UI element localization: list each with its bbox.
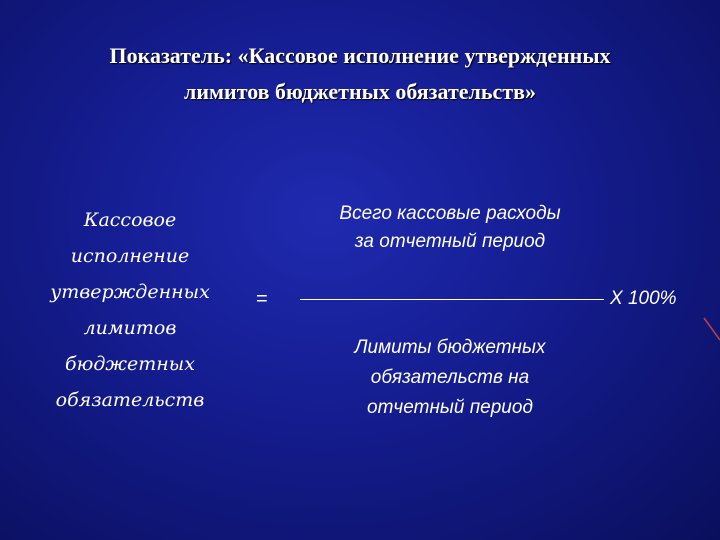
formula-numerator: Всего кассовые расходы за отчетный период xyxy=(339,203,561,252)
fraction-bar xyxy=(300,299,604,300)
equals-sign: = xyxy=(256,288,268,310)
slide-title: Показатель: «Кассовое исполнение утвержденных лимитов бюджетных обязательств» xyxy=(109,43,611,104)
indicator-name: Кассовое исполнение утвержденных лимитов бюджетных обязательств xyxy=(50,209,210,411)
formula-denominator: Лимиты бюджетных обязательств на отчетный период xyxy=(354,337,546,418)
percent-multiplier: Х 100% xyxy=(610,288,677,309)
decorative-corner-line xyxy=(700,300,720,360)
